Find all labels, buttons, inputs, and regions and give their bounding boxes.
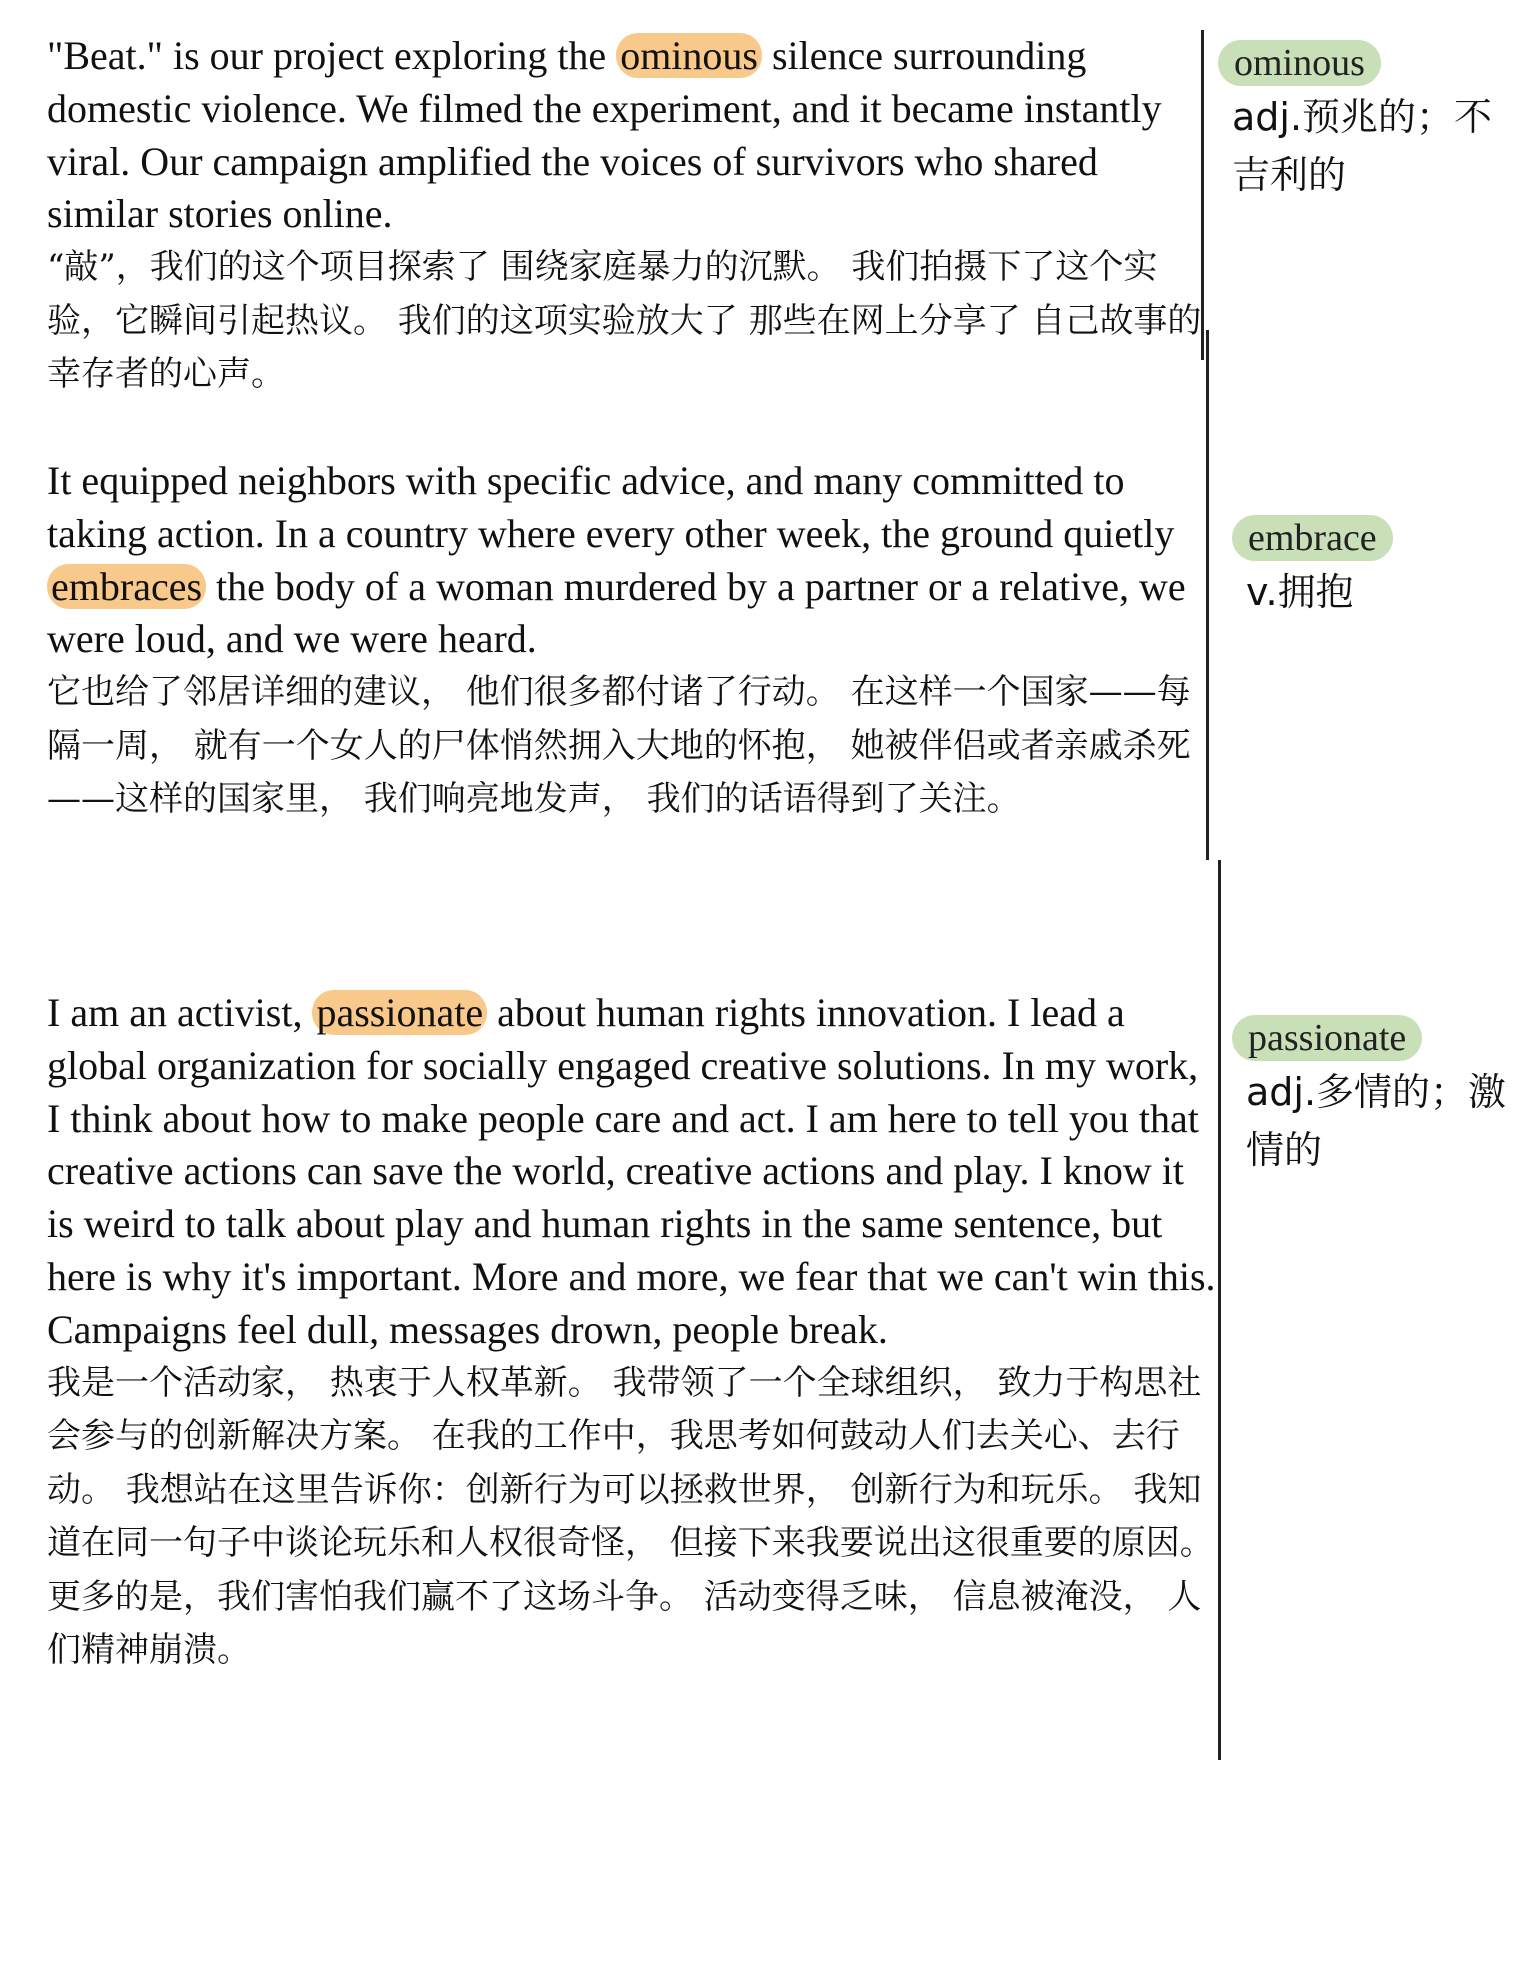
paragraph-block-3 [47, 987, 1217, 1678]
glossary-word-badge[interactable]: embrace [1232, 515, 1393, 561]
english-text: the body of a woman murdered by a partner or a relative, we were loud, and we were heard. [47, 563, 1186, 662]
highlighted-word-passionate[interactable]: passionate [312, 990, 487, 1035]
english-paragraph-1 [47, 30, 1207, 241]
english-text: It equipped neighbors with specific advice, and many committed to taking action. In a country where every other week, the ground quietly [47, 458, 1175, 556]
paragraph-block-2 [47, 455, 1207, 827]
english-text: about human rights innovation. I lead a global organization for socially engaged creative solutions. In my work, I think about how to make people care and act. I am here to tell you that creative actions can save the world, creative actions and play. I know it is weird to talk about play and human rights in the same sentence, but here is why it's important. More and more, we fear that we can't win this. Campaigns feel dull, messages drown, people break. [47, 990, 1216, 1352]
glossary-word-badge[interactable]: passionate [1232, 1015, 1422, 1061]
english-paragraph-2 [47, 455, 1207, 666]
english-paragraph-3 [47, 987, 1217, 1357]
margin-divider-line [1206, 330, 1209, 860]
glossary-word-badge[interactable]: ominous [1218, 40, 1381, 86]
paragraph-block-1 [47, 30, 1207, 402]
margin-divider-line [1218, 860, 1221, 1760]
chinese-translation-2: 它也给了邻居详细的建议， 他们很多都付诸了行动。 在这样一个国家——每隔一周， 就有一个女人的尸体悄然拥入大地的怀抱， 她被伴侣或者亲戚杀死——这样的国家里， 我们响亮地发声， 我们的话语得到了关注。 [47, 672, 1191, 820]
glossary-definition: adj.预兆的；不吉利的 [1232, 95, 1493, 197]
english-text: I am an activist, [47, 990, 313, 1035]
glossary-entry-ominous [1218, 40, 1518, 204]
highlighted-word-embraces[interactable]: embraces [47, 564, 206, 609]
chinese-translation-1: “敲”，我们的这个项目探索了 围绕家庭暴力的沉默。 我们拍摄下了这个实验，它瞬间引起热议。 我们的这项实验放大了 那些在网上分享了 自己故事的幸存者的心声。 [47, 247, 1202, 395]
english-text: silence surrounding domestic violence. We filmed the experiment, and it became instantly viral. Our campaign amplified the voices of survivors who shared similar stories online. [47, 33, 1162, 237]
highlighted-word-ominous[interactable]: ominous [616, 33, 762, 78]
glossary-entry-passionate [1232, 1015, 1522, 1179]
glossary-entry-embrace [1232, 515, 1522, 621]
chinese-translation-3: 我是一个活动家， 热衷于人权革新。 我带领了一个全球组织， 致力于构思社会参与的创新解决方案。 在我的工作中，我思考如何鼓动人们去关心、去行动。 我想站在这里告诉你：创新行为可以拯救世界， 创新行为和玩乐。 我知道在同一句子中谈论玩乐和人权很奇怪， 但接下来我要说出这很重要的原因。 更多的是，我们害怕我们赢不了这场斗争。 活动变得乏味， 信息被淹没， 人们精神崩溃。 [47, 1362, 1214, 1671]
margin-divider-line [1201, 30, 1204, 360]
english-text: "Beat." is our project exploring the [47, 33, 617, 78]
glossary-definition: v.拥抱 [1246, 570, 1354, 614]
glossary-definition: adj.多情的；激情的 [1246, 1070, 1507, 1172]
